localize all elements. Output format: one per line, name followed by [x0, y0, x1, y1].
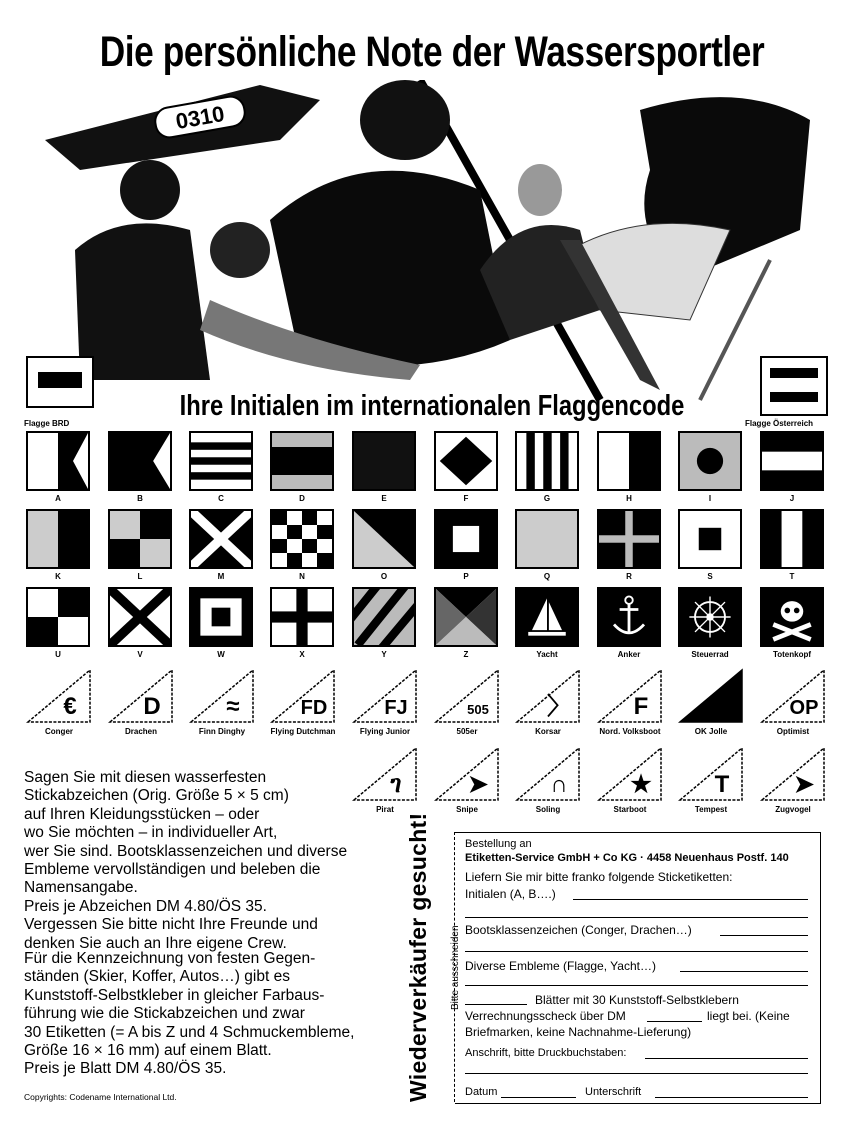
class-emblem-r1-1	[108, 668, 174, 724]
subheadline: Ihre Initialen im internationalen Flaggencode	[179, 390, 685, 422]
order-cheque-note: Briefmarken, keine Nachnahme-Lieferung)	[465, 1025, 692, 1039]
address-field-2[interactable]	[465, 1073, 808, 1074]
class-emblem-label: Flying Dutchman	[270, 727, 336, 736]
flag-patch-f	[434, 431, 498, 491]
vertical-banner: Wiederverkäufer gesucht!	[405, 812, 431, 1102]
class-emblem-r2-1	[434, 746, 500, 802]
class-emblem-label: Nord. Volksboot	[599, 727, 661, 736]
flag-patch-b	[108, 431, 172, 491]
flag-patch-p	[434, 509, 498, 569]
flag-label-b: B	[137, 494, 143, 503]
class-emblem-r1-4	[352, 668, 418, 724]
order-sheets-label: Blätter mit 30 Kunststoff-Selbstklebern	[535, 993, 739, 1007]
order-company: Etiketten-Service GmbH + Co KG · 4458 Neuenhaus Postf. 140	[465, 852, 789, 864]
svg-text:≈: ≈	[226, 693, 240, 720]
svg-text:★: ★	[630, 771, 652, 798]
boatclass-field[interactable]	[720, 935, 808, 936]
order-heading: Bestellung an	[465, 838, 532, 850]
flag-label-p: P	[463, 572, 469, 581]
class-emblem-r2-4	[678, 746, 744, 802]
class-emblem-label: Zugvogel	[775, 805, 811, 814]
flag-patch-d	[270, 431, 334, 491]
flag-patch-o	[352, 509, 416, 569]
flag-label-f: F	[463, 494, 469, 503]
flag-label-o: O	[380, 572, 388, 581]
flag-label-c: C	[218, 494, 224, 503]
flag-label-anker: Anker	[617, 650, 641, 659]
initials-field-2[interactable]	[465, 917, 808, 918]
flag-label-l: L	[137, 572, 143, 581]
svg-text:D: D	[143, 693, 161, 720]
body-paragraph-2: Für die Kennzeichnung von festen Gegen- ständen (Skier, Koffer, Autos…) gibt es Kunststoff-Selbstkleber in gleicher Farbaus- führung wie die Stickabzeichen und zwar 30 Etiketten (= A bis Z und 4 Schmuckembleme, Größe 16 × 16 mm) auf einem Blatt. Preis je Blatt DM 4.80/ÖS 35.	[24, 950, 355, 1078]
class-emblem-label: Tempest	[694, 805, 728, 814]
flag-patch-g	[515, 431, 579, 491]
class-emblem-r1-2	[189, 668, 255, 724]
boatclass-field-2[interactable]	[465, 951, 808, 952]
flag-patch-k	[26, 509, 90, 569]
flag-label-n: N	[299, 572, 305, 581]
flag-label-g: G	[543, 494, 551, 503]
flag-label-m: M	[217, 572, 225, 581]
flag-patch-s	[678, 509, 742, 569]
flag-patch-totenkopf	[760, 587, 824, 647]
order-form	[455, 832, 821, 1104]
order-signature-label: Unterschrift	[585, 1086, 642, 1098]
signature-field[interactable]	[655, 1097, 808, 1098]
class-emblem-label: Pirat	[376, 805, 394, 814]
flag-label-a: A	[55, 494, 61, 503]
flag-label-steuerrad: Steuerrad	[691, 650, 729, 659]
initials-field[interactable]	[573, 899, 808, 900]
date-field[interactable]	[501, 1097, 576, 1098]
flag-patch-j	[760, 431, 824, 491]
flag-patch-h	[597, 431, 661, 491]
flag-patch-u	[26, 587, 90, 647]
svg-text:505: 505	[467, 702, 489, 717]
class-emblem-r1-8	[678, 668, 744, 724]
class-emblem-r1-5	[434, 668, 500, 724]
svg-text:〉: 〉	[547, 693, 571, 720]
flag-label-v: V	[137, 650, 143, 659]
svg-text:€: €	[63, 693, 77, 720]
body-paragraph-1: Sagen Sie mit diesen wasserfesten Stickabzeichen (Orig. Größe 5 × 5 cm) auf Ihren Kleidungsstücken – oder wo Sie möchten – in individueller Art, wer Sie sind. Bootsklassenzeichen und diverse Embleme vervollständigen und beleben die Namensangabe. Preis je Abzeichen DM 4.80/ÖS 35. Vergessen Sie bitte nicht Ihre Freunde und denken Sie auch an Ihre eigene Crew.	[24, 769, 348, 952]
emblems-field[interactable]	[680, 971, 808, 972]
copyright: Copyrights: Codename International Ltd.	[24, 1092, 177, 1102]
flag-patch-i	[678, 431, 742, 491]
address-field[interactable]	[645, 1058, 808, 1059]
sailors-photo	[40, 80, 820, 410]
svg-text:➤: ➤	[467, 771, 489, 798]
class-emblem-r2-5	[760, 746, 826, 802]
flag-patch-n	[270, 509, 334, 569]
cut-hint: Bitte ausschneiden	[450, 925, 461, 1010]
svg-text:➤: ➤	[793, 771, 815, 798]
class-emblem-r1-7	[597, 668, 663, 724]
svg-text:OP: OP	[789, 697, 819, 719]
flag-label-e: E	[381, 494, 387, 503]
class-emblem-label: Optimist	[776, 727, 810, 736]
class-emblem-label: Finn Dinghy	[198, 727, 246, 736]
flag-label-q: Q	[543, 572, 551, 581]
flag-patch-m	[189, 509, 253, 569]
flag-patch-q	[515, 509, 579, 569]
boat-number: 0310	[173, 100, 227, 135]
flag-patch-t	[760, 509, 824, 569]
svg-text:F: F	[633, 693, 649, 720]
class-emblem-label: Drachen	[124, 727, 157, 736]
class-emblem-r2-3	[597, 746, 663, 802]
flag-label-k: K	[55, 572, 61, 581]
class-emblem-label: Flying Junior	[359, 727, 411, 736]
flag-patch-x	[270, 587, 334, 647]
flag-label-u: U	[55, 650, 61, 659]
flag-label-t: T	[789, 572, 795, 581]
flag-patch-steuerrad	[678, 587, 742, 647]
class-emblem-label: Starboot	[613, 805, 647, 814]
flag-patch-y	[352, 587, 416, 647]
flag-patch-c	[189, 431, 253, 491]
flag-label-s: S	[707, 572, 713, 581]
class-emblem-r1-3	[270, 668, 336, 724]
class-emblem-label: Snipe	[456, 805, 478, 814]
order-date-label: Datum	[465, 1086, 498, 1098]
flag-austria-label: Flagge Österreich	[745, 419, 814, 428]
class-emblem-label: Korsar	[535, 727, 561, 736]
flag-label-h: H	[626, 494, 632, 503]
flag-label-d: D	[299, 494, 305, 503]
flag-label-i: I	[708, 494, 712, 503]
svg-text:FJ: FJ	[384, 697, 408, 719]
flag-label-y: Y	[381, 650, 387, 659]
class-emblem-label: Conger	[45, 727, 73, 736]
order-initials-label: Initialen (A, B….)	[465, 887, 556, 901]
flag-patch-yacht	[515, 587, 579, 647]
flag-label-w: W	[217, 650, 225, 659]
flag-patch-r	[597, 509, 661, 569]
order-boatclass-label: Bootsklassenzeichen (Conger, Drachen…)	[465, 923, 692, 937]
flag-patch-v	[108, 587, 172, 647]
svg-text:∩: ∩	[550, 771, 568, 798]
flag-brd-label: Flagge BRD	[24, 419, 70, 428]
svg-text:T: T	[714, 771, 730, 798]
sheets-count-field[interactable]	[465, 1004, 527, 1005]
svg-text:ገ: ገ	[390, 771, 402, 798]
order-emblems-label: Diverse Embleme (Flagge, Yacht…)	[465, 959, 656, 973]
flag-patch-l	[108, 509, 172, 569]
order-cheque-label-b: liegt bei. (Keine	[707, 1009, 790, 1023]
class-emblem-r1-0	[26, 668, 92, 724]
flag-label-x: X	[299, 650, 305, 659]
order-intro: Liefern Sie mir bitte franko folgende Sticketiketten:	[465, 870, 733, 884]
flag-label-totenkopf: Totenkopf	[772, 650, 812, 659]
flag-patch-e	[352, 431, 416, 491]
flag-patch-a	[26, 431, 90, 491]
order-address-label: Anschrift, bitte Druckbuchstaben:	[465, 1047, 627, 1059]
flag-label-j: J	[789, 494, 795, 503]
class-emblem-r2-2	[515, 746, 581, 802]
flag-patch-anker	[597, 587, 661, 647]
class-emblem-label: 505er	[456, 727, 478, 736]
class-emblem-label: Soling	[535, 805, 561, 814]
flag-label-yacht: Yacht	[536, 650, 558, 659]
flag-patch-z	[434, 587, 498, 647]
flag-label-z: Z	[463, 650, 469, 659]
cheque-amount-field[interactable]	[647, 1021, 702, 1022]
emblems-field-2[interactable]	[465, 985, 808, 986]
svg-text:FD: FD	[300, 697, 328, 719]
class-emblem-r1-9	[760, 668, 826, 724]
headline: Die persönliche Note der Wassersportler	[99, 28, 765, 76]
order-cheque-label: Verrechnungsscheck über DM	[465, 1009, 626, 1023]
class-emblem-r1-6	[515, 668, 581, 724]
flag-label-r: R	[626, 572, 632, 581]
class-emblem-label: OK Jolle	[694, 727, 728, 736]
flag-patch-w	[189, 587, 253, 647]
